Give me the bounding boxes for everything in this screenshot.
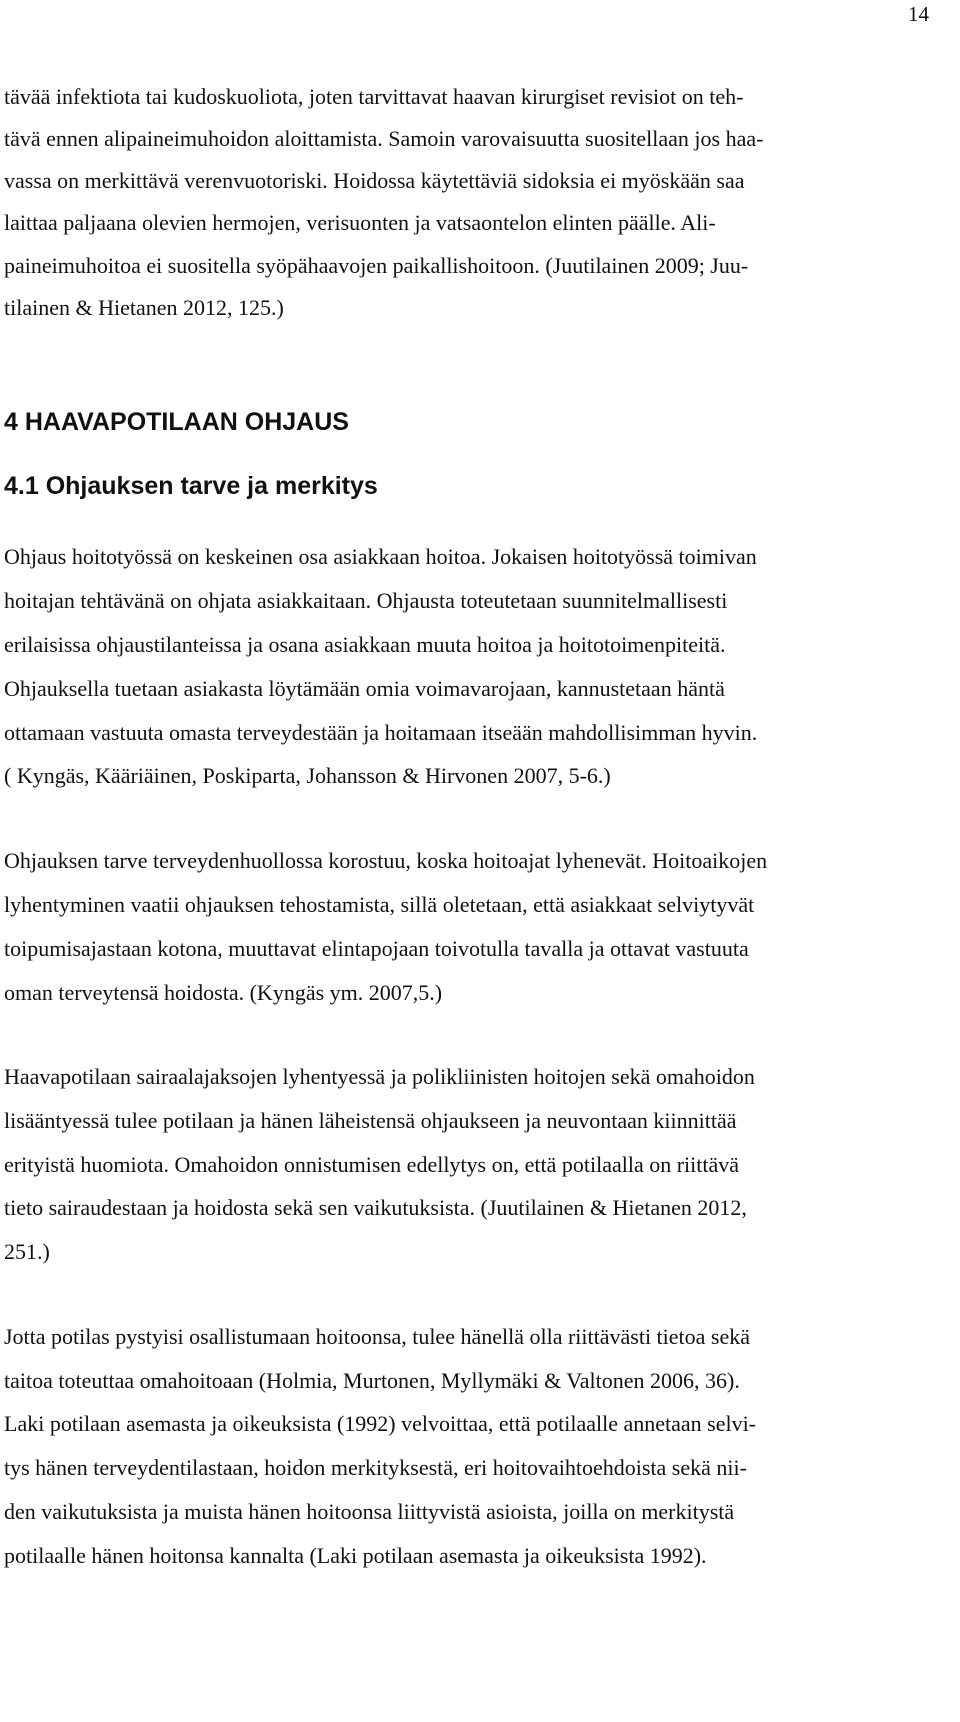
text-line: paineimuhoitoa ei suositella syöpähaavojen paikallishoitoon. (Juutilainen 2009; Juu- bbox=[4, 253, 749, 278]
text-line: toipumisajastaan kotona, muuttavat elintapojaan toivotulla tavalla ja ottavat vastuuta bbox=[4, 936, 749, 961]
text-line: hoitajan tehtävänä on ohjata asiakkaitaan. Ohjausta toteutetaan suunnitelmallisesti bbox=[4, 588, 728, 613]
section-heading: 4.1 Ohjauksen tarve ja merkitys bbox=[4, 472, 378, 500]
page-number: 14 bbox=[908, 2, 929, 26]
text-line: Ohjauksen tarve terveydenhuollossa korostuu, koska hoitoajat lyhenevät. Hoitoaikojen bbox=[4, 848, 768, 873]
text-line: oman terveytensä hoidosta. (Kyngäs ym. 2007,5.) bbox=[4, 980, 443, 1005]
text-line: erilaisissa ohjaustilanteissa ja osana asiakkaan muuta hoitoa ja hoitotoimenpiteitä. bbox=[4, 632, 726, 657]
text-line: den vaikutuksista ja muista hänen hoitoonsa liittyvistä asioista, joilla on merkitystä bbox=[4, 1499, 735, 1524]
text-line: laittaa paljaana olevien hermojen, verisuonten ja vatsaontelon elinten päälle. Ali- bbox=[4, 210, 716, 235]
text-line: tävää infektiota tai kudoskuoliota, joten tarvittavat haavan kirurgiset revisiot on teh- bbox=[4, 84, 744, 109]
text-line: ( Kyngäs, Kääriäinen, Poskiparta, Johansson & Hirvonen 2007, 5-6.) bbox=[4, 763, 611, 788]
text-line: Ohjauksella tuetaan asiakasta löytämään omia voimavarojaan, kannustetaan häntä bbox=[4, 676, 725, 701]
text-line: erityistä huomiota. Omahoidon onnistumisen edellytys on, että potilaalla on riittävä bbox=[4, 1152, 740, 1177]
text-line: Haavapotilaan sairaalajaksojen lyhentyessä ja polikliinisten hoitojen sekä omahoidon bbox=[4, 1064, 755, 1089]
text-line: tys hänen terveydentilastaan, hoidon merkityksestä, eri hoitovaihtoehdoista sekä nii- bbox=[4, 1455, 747, 1480]
text-line: 251.) bbox=[4, 1239, 50, 1264]
text-line: tilainen & Hietanen 2012, 125.) bbox=[4, 295, 284, 320]
text-line: Ohjaus hoitotyössä on keskeinen osa asiakkaan hoitoa. Jokaisen hoitotyössä toimivan bbox=[4, 544, 757, 569]
text-line: ottamaan vastuuta omasta terveydestään ja hoitamaan itseään mahdollisimman hyvin. bbox=[4, 720, 758, 745]
text-line: potilaalle hänen hoitonsa kannalta (Laki potilaan asemasta ja oikeuksista 1992). bbox=[4, 1543, 707, 1568]
text-line: vassa on merkittävä verenvuotoriski. Hoidossa käytettäviä sidoksia ei myöskään saa bbox=[4, 168, 745, 193]
text-line: Laki potilaan asemasta ja oikeuksista (1992) velvoittaa, että potilaalle annetaan selvi- bbox=[4, 1411, 757, 1436]
text-line: Jotta potilas pystyisi osallistumaan hoitoonsa, tulee hänellä olla riittävästi tietoa sekä bbox=[4, 1324, 751, 1349]
text-line: taitoa toteuttaa omahoitoaan (Holmia, Murtonen, Myllymäki & Valtonen 2006, 36). bbox=[4, 1368, 740, 1393]
text-line: tävä ennen alipaineimuhoidon aloittamista. Samoin varovaisuutta suositellaan jos haa- bbox=[4, 126, 764, 151]
text-line: tieto sairaudestaan ja hoidosta sekä sen vaikutuksista. (Juutilainen & Hietanen 2012, bbox=[4, 1195, 747, 1220]
text-line: lisääntyessä tulee potilaan ja hänen läheistensä ohjaukseen ja neuvontaan kiinnittää bbox=[4, 1108, 737, 1133]
chapter-heading: 4 HAAVAPOTILAAN OHJAUS bbox=[4, 408, 349, 436]
text-line: lyhentyminen vaatii ohjauksen tehostamista, sillä oletetaan, että asiakkaat selviytyvät bbox=[4, 892, 755, 917]
